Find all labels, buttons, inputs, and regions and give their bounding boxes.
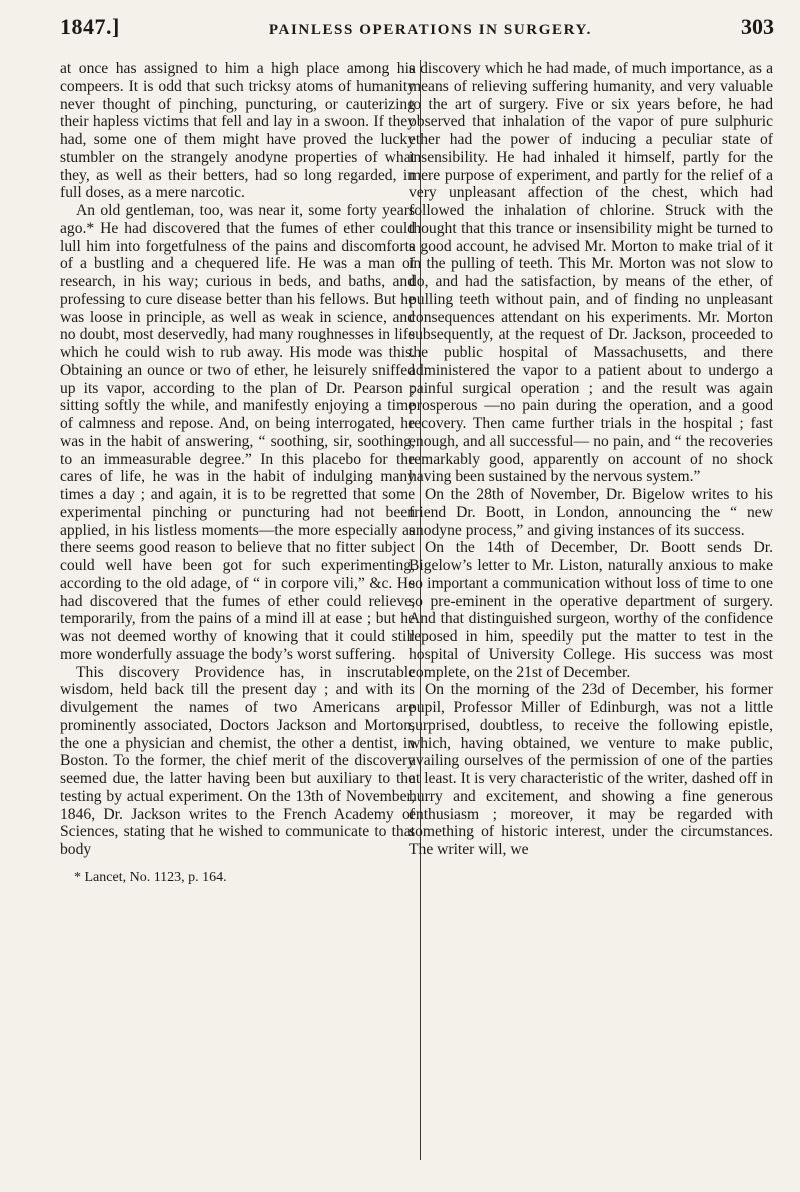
paragraph: An old gentleman, too, was near it, some forty years ago.* He had discovered that the fumes of ether could lull him into forgetfulness of the pains and discomforts of a bustling and a chequered life. He was a man of research, in his way; curious in beds, and baths, and professing to cure disease better than his fellows. But he was loose in principle, as well as weak in science, and no doubt, most deservedly, had many roughnesses in life which he could wish to rub away. His mode was this. Obtaining an ounce or two of ether, he leisurely sniffed up its vapor, according to the plan of Dr. Pearson ; sitting softly the while, and manifestly enjoying a time of calmness and repose. And, on being interrogated, he was in the habit of answering, “ soothing, sir, soothing, to an immeasurable degree.” In this placebo for the cares of life, he was in the habit of indulging many times a day ; and again, it is to be regretted that some experimental pinching or puncturing had not been applied, in his listless moments—the more especially as there seems good reason to believe that no fitter subject could well have been got for such experimenting, according to the old adage, of “ in corpore vili,” &c. He had discovered that the fumes of ether could relieve, temporarily, from the pains of a mind ill at ease ; but he was not deemed worthy of knowing that it could still more wonderfully assuage the body’s worst suffering. (60, 202, 415, 663)
paragraph: This discovery Providence has, in inscrutable wisdom, held back till the present day ; and with its divulgement the names of two Americans are prominently associated, Doctors Jackson and Morton, the one a physician and chemist, the other a dentist, in Boston. To the former, the chief merit of the discovery seemed due, the latter having been but auxiliary to the testing by actual experiment. On the 13th of November, 1846, Dr. Jackson writes to the French Academy of Sciences, stating that he wished to communicate to that body (60, 663, 415, 858)
left-column (60, 60, 415, 887)
footnote: * Lancet, No. 1123, p. 164. (74, 869, 227, 885)
paragraph: a discovery which he had made, of much importance, as a means of relieving suffering humanity, and very valuable to the art of surgery. Five or six years before, he had observed that inhalation of the vapor of pure sulphuric ether had the power of inducing a peculiar state of insensibility. He had inhaled it himself, partly for the mere purpose of experiment, and partly for the relief of a very unpleasant affection of the chest, which had followed the inhalation of chlorine. Struck with the thought that this trance or insensibility might be turned to a good account, he advised Mr. Morton to make trial of it in the pulling of teeth. This Mr. Morton was not slow to do, and had the satisfaction, by means of the ether, of pulling teeth without pain, and of finding no unpleasant consequences attendant on his experiments. Mr. Morton subsequently, at the request of Dr. Jackson, proceeded to the public hospital of Massachusetts, and there administered the vapor to a patient about to undergo a painful surgical operation ; and the result was again prosperous —no pain during the operation, and a good recovery. Then came further trials in the hospital ; fast enough, and all successful— no pain, and “ the recoveries remarkably good, apparently on account of no shock having been sustained by the nervous system.” (409, 60, 773, 486)
header-title: PAINLESS OPERATIONS IN SURGERY. (268, 22, 592, 38)
page-number: 303 (740, 14, 774, 39)
header-year: 1847.] (60, 14, 120, 39)
paragraph: On the morning of the 23d of December, his former pupil, Professor Miller of Edinburgh, was not a little surprised, doubtless, to receive the following epistle, which, having obtained, we venture to make public, availing ourselves of the permission of one of the parties at least. It is very characteristic of the writer, dashed off in hurry and excitement, and showing a fine generous enthusiasm ; moreover, it may be regarded with something of historic interest, under the circumstances. The writer will, we (409, 681, 773, 858)
running-header (60, 14, 774, 54)
right-column (409, 60, 773, 859)
paragraph: at once has assigned to him a high place among his compeers. It is odd that such tricksy atoms of humanity never thought of pinching, puncturing, or cauterizing their hapless victims that fell and lay in a swoon. If they had, some one of them might have proved the lucky stumbler on the strangely anodyne properties of what they, as well as their betters, had so long regarded, in full doses, as a mere narcotic. (60, 60, 415, 202)
paragraph: On the 28th of November, Dr. Bigelow writes to his friend Dr. Boott, in London, announcing the “ new anodyne process,” and giving instances of its success. (409, 486, 773, 539)
paragraph: On the 14th of December, Dr. Boott sends Dr. Bigelow’s letter to Mr. Liston, naturally anxious to make so important a communication without loss of time to one so pre-eminent in the operative department of surgery. And that distinguished surgeon, worthy of the confidence reposed in him, speedily put the matter to test in the hospital of University College. His success was most complete, on the 21st of December. (409, 539, 773, 681)
